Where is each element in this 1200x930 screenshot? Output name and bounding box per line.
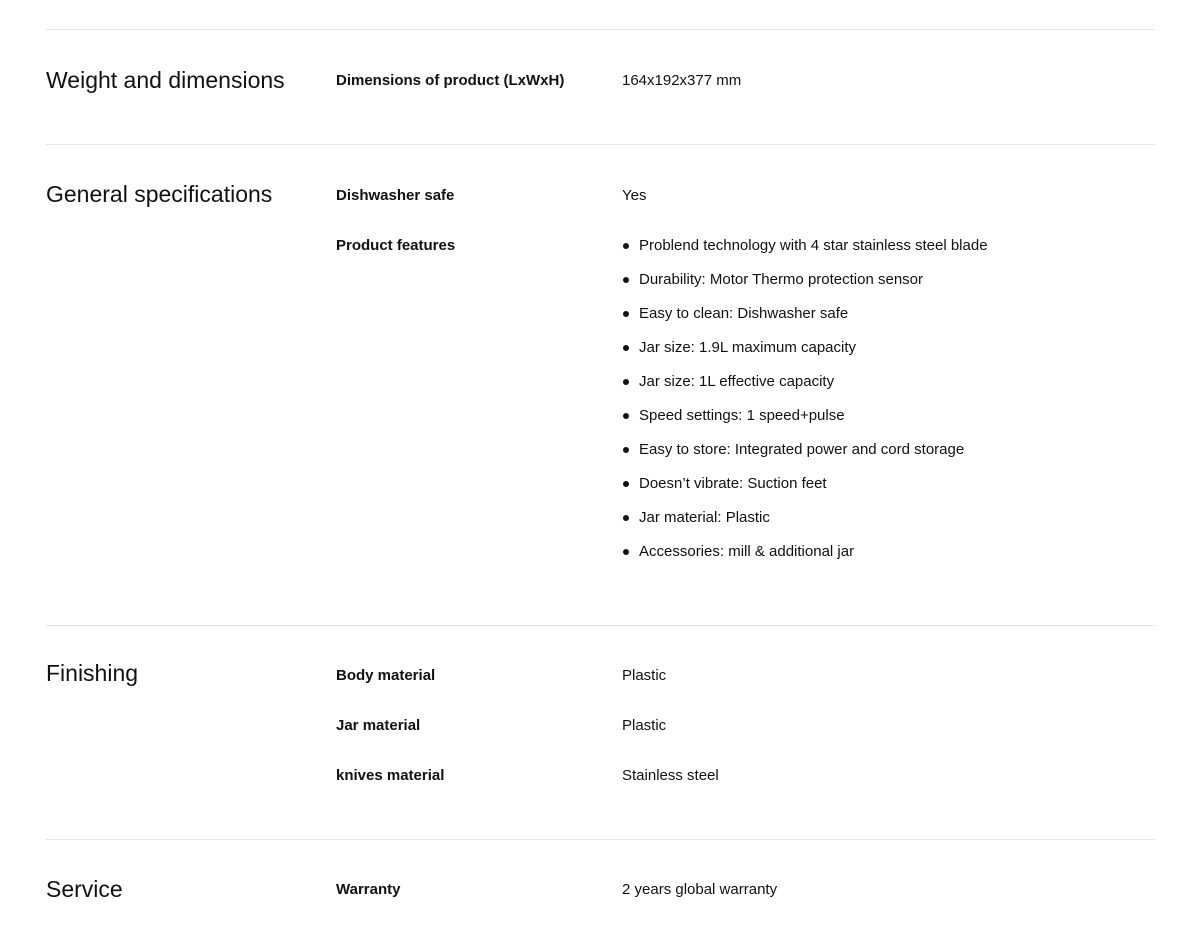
- spec-rows: [336, 880, 1155, 900]
- spec-label: Dishwasher safe: [336, 187, 455, 204]
- bullet-icon: [623, 345, 629, 351]
- spec-value: 164x192x377 mm: [622, 72, 742, 89]
- feature-text: Easy to clean: Dishwasher safe: [639, 305, 849, 322]
- bullet-icon: [623, 277, 629, 283]
- spec-rows: [336, 71, 1155, 91]
- spec-label: Warranty: [336, 881, 401, 898]
- section-finishing: [46, 625, 1155, 840]
- bullet-icon: [623, 243, 629, 249]
- bullet-icon: [623, 413, 629, 419]
- list-item: [622, 474, 1155, 508]
- spec-rows: [336, 666, 1155, 816]
- spec-value: [622, 236, 1155, 576]
- bullet-icon: [623, 549, 629, 555]
- bullet-icon: [623, 311, 629, 317]
- spec-row-warranty: [336, 880, 1155, 900]
- list-item: [622, 338, 1155, 372]
- spec-label: knives material: [336, 767, 445, 784]
- feature-text: Jar size: 1L effective capacity: [639, 373, 835, 390]
- list-item: [622, 372, 1155, 406]
- spec-value: Stainless steel: [622, 767, 719, 784]
- section-title: Service: [46, 876, 123, 902]
- list-item: [622, 236, 1155, 270]
- spec-value: Plastic: [622, 717, 667, 734]
- spec-label: Jar material: [336, 717, 421, 734]
- spec-row-body-material: [336, 666, 1155, 716]
- bullet-icon: [623, 515, 629, 521]
- section-title: Weight and dimensions: [46, 67, 285, 93]
- feature-text: Jar size: 1.9L maximum capacity: [639, 339, 857, 356]
- list-item: [622, 406, 1155, 440]
- section-title: General specifications: [46, 181, 273, 207]
- list-item: [622, 508, 1155, 542]
- feature-list: [622, 236, 1155, 576]
- spec-row-dishwasher-safe: [336, 186, 1155, 236]
- list-item: [622, 304, 1155, 338]
- bullet-icon: [623, 379, 629, 385]
- spec-row-product-features: [336, 236, 1155, 576]
- section-general-specifications: [46, 144, 1155, 626]
- bullet-icon: [623, 447, 629, 453]
- spec-rows: [336, 186, 1155, 576]
- bullet-icon: [623, 481, 629, 487]
- spec-label: Dimensions of product (LxWxH): [336, 72, 565, 89]
- feature-text: Speed settings: 1 speed+pulse: [639, 407, 845, 424]
- list-item: [622, 440, 1155, 474]
- section-weight-and-dimensions: [46, 29, 1155, 145]
- feature-text: Durability: Motor Thermo protection sensor: [639, 271, 924, 288]
- feature-text: Problend technology with 4 star stainless steel blade: [639, 237, 988, 254]
- spec-value: Yes: [622, 187, 647, 204]
- feature-text: Accessories: mill & additional jar: [639, 543, 855, 560]
- spec-label: Body material: [336, 667, 436, 684]
- spec-value: Plastic: [622, 667, 667, 684]
- spec-row-jar-material: [336, 716, 1155, 766]
- list-item: [622, 542, 1155, 576]
- feature-text: Doesn’t vibrate: Suction feet: [639, 475, 827, 492]
- spec-label: Product features: [336, 237, 456, 254]
- spec-row-knives-material: [336, 766, 1155, 816]
- spec-value: 2 years global warranty: [622, 881, 778, 898]
- feature-text: Easy to store: Integrated power and cord storage: [639, 441, 965, 458]
- list-item: [622, 270, 1155, 304]
- feature-text: Jar material: Plastic: [639, 509, 770, 526]
- section-title: Finishing: [46, 660, 139, 686]
- spec-row-dimensions: [336, 71, 1155, 91]
- section-service: [46, 839, 1155, 930]
